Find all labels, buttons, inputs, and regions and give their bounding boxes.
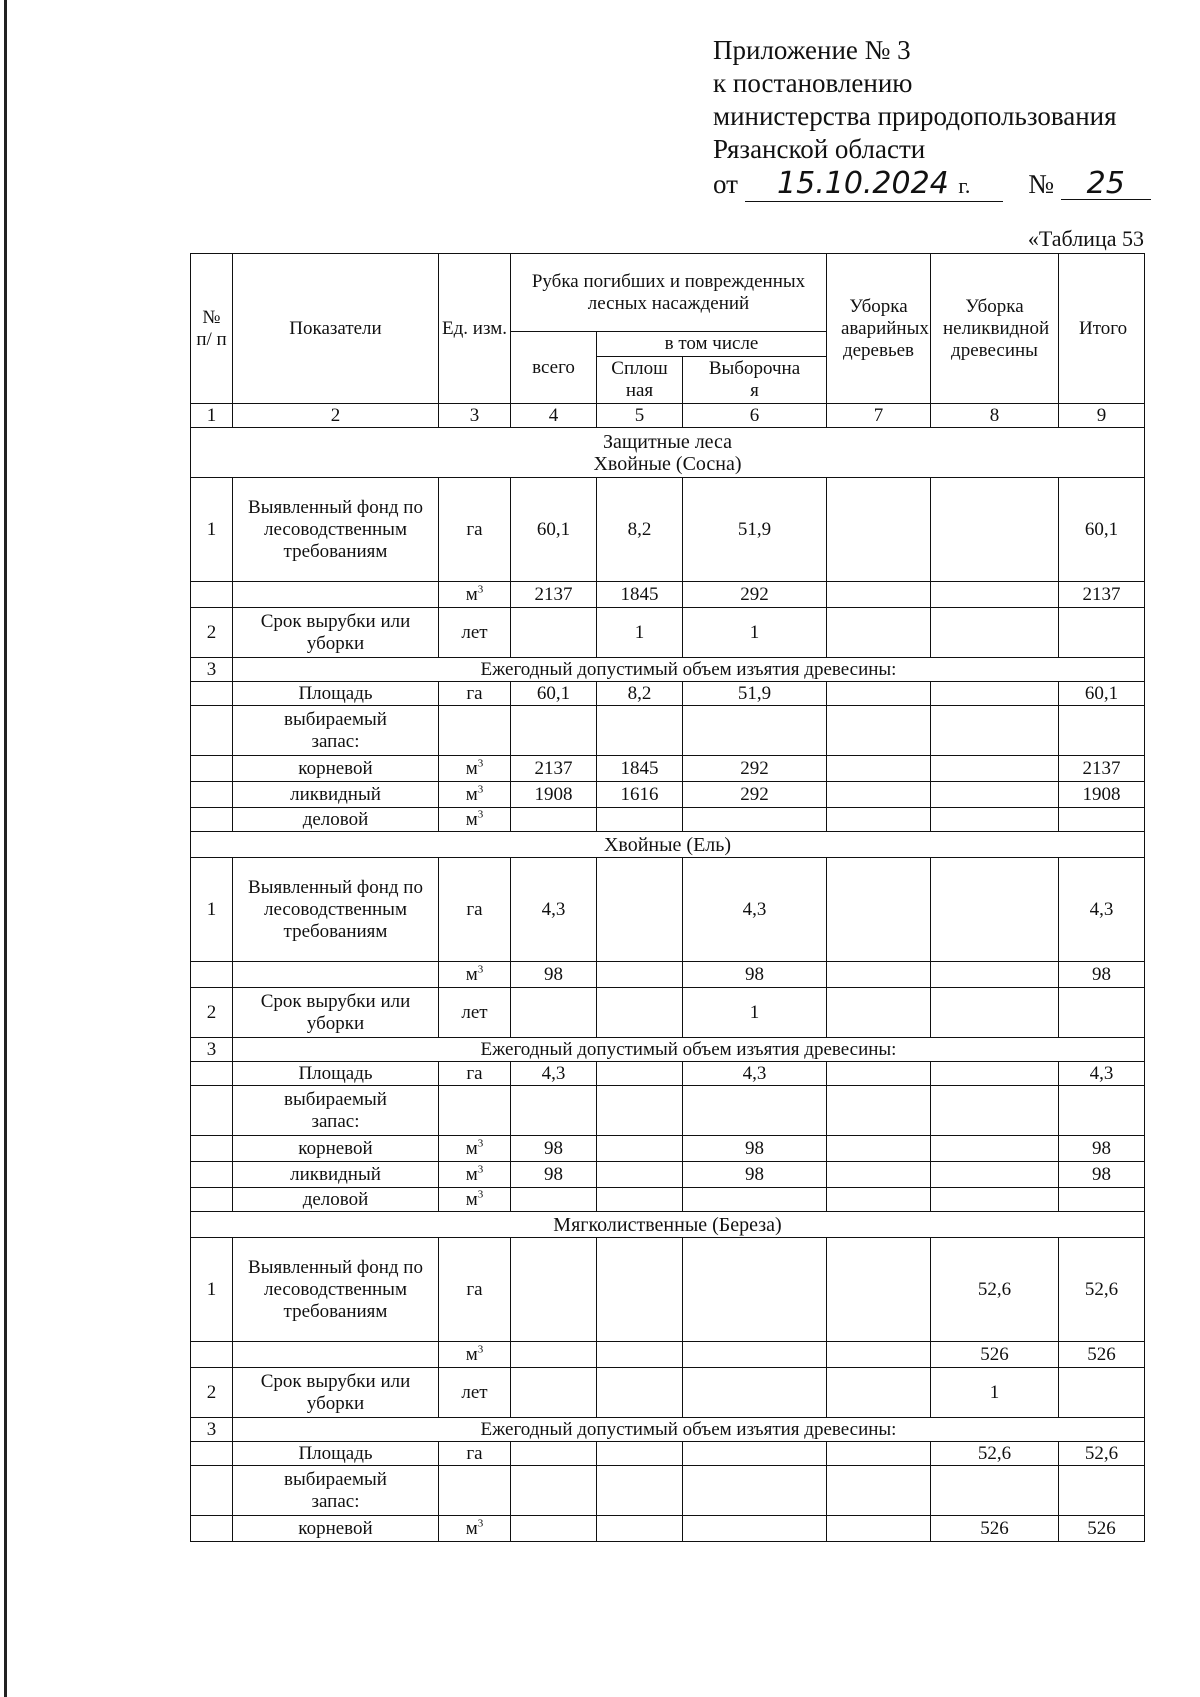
section-subtitle: Хвойные (Сосна) [593,452,742,475]
table-row [191,1086,1145,1136]
row-num [191,962,233,988]
row-unit [439,756,511,782]
cell-selective [683,1516,827,1542]
cell-selective [683,1466,827,1516]
table-row [191,706,1145,756]
row-unit [439,962,511,988]
cell-emergency [827,1188,931,1212]
cell-illiquid [931,478,1059,582]
row-unit: га [439,682,511,706]
cell-illiquid [931,962,1059,988]
cell-itogo [1059,1466,1145,1516]
unit-m: м [465,757,478,779]
row-num [191,1086,233,1136]
cell-emergency [827,1162,931,1188]
row-label: деловой [233,1188,439,1212]
col-number: 9 [1059,404,1145,428]
row-num [191,582,233,608]
handwritten-number: 25 [1061,169,1151,200]
row-label: выбираемый запас: [233,1086,439,1136]
cell-total [511,1086,597,1136]
cell-clear: 1845 [597,582,683,608]
section-heading [191,428,1145,478]
row-label [233,962,439,988]
cell-clear [597,1188,683,1212]
cell-clear [597,1442,683,1466]
row-num [191,1162,233,1188]
row-num [191,1188,233,1212]
row-label: корневой [233,756,439,782]
cell-selective [683,808,827,832]
col-number: 8 [931,404,1059,428]
row-label: ликвидный [233,1162,439,1188]
cell-clear [597,962,683,988]
cell-itogo: 52,6 [1059,1442,1145,1466]
row-unit: га [439,1442,511,1466]
cell-emergency [827,782,931,808]
row-label: Площадь [233,1062,439,1086]
cell-illiquid [931,1086,1059,1136]
cell-selective: 292 [683,582,827,608]
cell-itogo [1059,608,1145,658]
cell-itogo [1059,1368,1145,1418]
number-prefix: № [1028,169,1054,199]
document-header [713,34,1151,202]
row-unit: га [439,478,511,582]
row-unit [439,1466,511,1516]
cell-total: 1908 [511,782,597,808]
row-unit: га [439,1062,511,1086]
table-row [191,1418,1145,1442]
cell-clear [597,1136,683,1162]
cell-illiquid [931,1062,1059,1086]
cell-selective [683,1238,827,1342]
cell-emergency [827,608,931,658]
table-row [191,478,1145,582]
cell-itogo: 4,3 [1059,858,1145,962]
col-header-itogo: Итого [1059,254,1145,404]
table-row [191,1466,1145,1516]
col-header-indicator: Показатели [233,254,439,404]
table-row [191,782,1145,808]
row-num [191,1442,233,1466]
row-unit: лет [439,988,511,1038]
table-row [191,1188,1145,1212]
row-unit [439,1136,511,1162]
row-label [233,1342,439,1368]
col-number: 4 [511,404,597,428]
table-row [191,608,1145,658]
cell-clear [597,706,683,756]
cell-emergency [827,962,931,988]
row-num [191,782,233,808]
scan-edge-line [4,0,7,1697]
row-num [191,706,233,756]
col-header-group: Рубка погибших и поврежденных лесных насаждений [511,254,827,332]
cell-illiquid: 52,6 [931,1238,1059,1342]
cell-emergency [827,1442,931,1466]
row-label: Ежегодный допустимый объем изъятия древесины: [233,1418,1145,1442]
row-unit [439,1162,511,1188]
cell-clear: 8,2 [597,682,683,706]
col-number: 3 [439,404,511,428]
row-num: 1 [191,478,233,582]
row-label: Площадь [233,682,439,706]
cell-clear [597,1466,683,1516]
table-row [191,1442,1145,1466]
column-number-row [191,404,1145,428]
cell-clear [597,1086,683,1136]
cell-emergency [827,1136,931,1162]
row-label: выбираемый запас: [233,1466,439,1516]
row-label: Выявленный фонд по лесоводственным требованиям [233,478,439,582]
cell-emergency [827,756,931,782]
row-num: 3 [191,658,233,682]
row-label: Ежегодный допустимый объем изъятия древесины: [233,658,1145,682]
row-label: Площадь [233,1442,439,1466]
cell-selective: 98 [683,1136,827,1162]
appendix-line2: к постановлению [713,68,913,98]
cell-emergency [827,1516,931,1542]
cell-total [511,1238,597,1342]
cell-total: 4,3 [511,858,597,962]
row-label: Срок вырубки или уборки [233,1368,439,1418]
cell-itogo: 52,6 [1059,1238,1145,1342]
cell-clear [597,1162,683,1188]
cell-itogo [1059,1188,1145,1212]
cell-itogo: 98 [1059,962,1145,988]
cell-total [511,1516,597,1542]
cell-emergency [827,478,931,582]
cell-illiquid: 1 [931,1368,1059,1418]
cell-illiquid [931,858,1059,962]
cell-itogo [1059,706,1145,756]
row-num [191,682,233,706]
cell-emergency [827,1062,931,1086]
section-title: Хвойные (Ель) [191,832,1145,858]
cell-clear [597,808,683,832]
cell-itogo: 526 [1059,1342,1145,1368]
row-num: 3 [191,1038,233,1062]
cell-total [511,1342,597,1368]
row-unit [439,808,511,832]
row-num [191,808,233,832]
row-label: Срок вырубки или уборки [233,608,439,658]
cell-clear [597,988,683,1038]
unit-m: м [465,1517,478,1539]
table-row [191,1038,1145,1062]
table-row [191,658,1145,682]
section-title: Защитные леса [602,430,733,453]
unit-sup: 3 [477,1163,484,1176]
cell-total [511,1466,597,1516]
unit-m: м [465,963,478,985]
row-label: ликвидный [233,782,439,808]
unit-m: м [465,1343,478,1365]
cell-total: 60,1 [511,478,597,582]
table-row [191,1342,1145,1368]
cell-total [511,1442,597,1466]
cell-clear: 1 [597,608,683,658]
row-unit: га [439,858,511,962]
cell-itogo [1059,1086,1145,1136]
col-number: 7 [827,404,931,428]
col-header-illiquid: Уборка неликвидной древесины [931,254,1059,404]
forest-table [190,253,1145,1542]
cell-illiquid: 526 [931,1342,1059,1368]
col-header-clear: Сплошная [597,357,683,404]
cell-total: 98 [511,1162,597,1188]
cell-clear [597,1368,683,1418]
col-header-total: всего [511,332,597,404]
cell-illiquid [931,706,1059,756]
cell-clear: 8,2 [597,478,683,582]
cell-selective: 1 [683,988,827,1038]
cell-total: 98 [511,1136,597,1162]
cell-total: 60,1 [511,682,597,706]
cell-illiquid [931,988,1059,1038]
cell-illiquid [931,608,1059,658]
cell-total [511,608,597,658]
unit-sup: 3 [477,757,484,770]
cell-total [511,1368,597,1418]
cell-selective: 4,3 [683,1062,827,1086]
cell-clear: 1845 [597,756,683,782]
col-number: 6 [683,404,827,428]
cell-itogo: 4,3 [1059,1062,1145,1086]
cell-emergency [827,1342,931,1368]
cell-emergency [827,1368,931,1418]
cell-emergency [827,582,931,608]
row-label: выбираемый запас: [233,706,439,756]
row-label: корневой [233,1136,439,1162]
row-unit [439,706,511,756]
table-row [191,1136,1145,1162]
row-unit: лет [439,1368,511,1418]
cell-illiquid [931,1188,1059,1212]
unit-sup: 3 [477,1343,484,1356]
row-num: 1 [191,1238,233,1342]
unit-sup: 3 [477,583,484,596]
cell-emergency [827,988,931,1038]
table-row [191,1516,1145,1542]
row-unit [439,1516,511,1542]
row-label: корневой [233,1516,439,1542]
col-number: 2 [233,404,439,428]
cell-selective: 1 [683,608,827,658]
table-row [191,756,1145,782]
row-label: Выявленный фонд по лесоводственным требованиям [233,1238,439,1342]
date-value: 15.10.2024 [777,166,949,201]
cell-selective [683,706,827,756]
unit-sup: 3 [477,1517,484,1530]
cell-illiquid [931,1136,1059,1162]
col-number: 1 [191,404,233,428]
col-number: 5 [597,404,683,428]
cell-selective: 98 [683,962,827,988]
row-label: Срок вырубки или уборки [233,988,439,1038]
col-header-num: № п/ п [191,254,233,404]
table-title: «Таблица 53 [1027,226,1144,251]
col-header-subgroup: в том числе [597,332,827,357]
cell-total: 4,3 [511,1062,597,1086]
table-row [191,682,1145,706]
cell-emergency [827,858,931,962]
cell-total: 2137 [511,582,597,608]
cell-illiquid [931,756,1059,782]
unit-m: м [465,1137,478,1159]
section-title: Мягколиственные (Береза) [191,1212,1145,1238]
date-suffix: г. [958,173,971,198]
date-number-line [713,168,1151,202]
unit-sup: 3 [477,1137,484,1150]
cell-selective [683,1442,827,1466]
cell-selective: 51,9 [683,682,827,706]
row-num [191,756,233,782]
cell-clear [597,1238,683,1342]
cell-selective: 4,3 [683,858,827,962]
cell-clear [597,858,683,962]
row-num: 1 [191,858,233,962]
cell-illiquid [931,808,1059,832]
cell-illiquid [931,782,1059,808]
cell-selective: 51,9 [683,478,827,582]
table-row [191,808,1145,832]
row-unit [439,782,511,808]
cell-itogo: 98 [1059,1162,1145,1188]
cell-emergency [827,682,931,706]
unit-sup: 3 [477,963,484,976]
cell-illiquid [931,682,1059,706]
row-num: 2 [191,1368,233,1418]
cell-clear [597,1062,683,1086]
cell-selective [683,1368,827,1418]
unit-m: м [465,1188,478,1210]
row-unit [439,582,511,608]
cell-itogo: 60,1 [1059,478,1145,582]
unit-sup: 3 [477,783,484,796]
row-num: 2 [191,608,233,658]
appendix-title: Приложение № 3 [713,35,911,65]
unit-sup: 3 [477,808,484,821]
cell-itogo: 60,1 [1059,682,1145,706]
row-unit: га [439,1238,511,1342]
cell-selective: 292 [683,756,827,782]
row-unit: лет [439,608,511,658]
cell-itogo [1059,988,1145,1038]
cell-selective [683,1188,827,1212]
cell-selective [683,1086,827,1136]
table-row [191,1368,1145,1418]
row-num [191,1342,233,1368]
cell-itogo: 2137 [1059,582,1145,608]
cell-itogo: 526 [1059,1516,1145,1542]
cell-total [511,706,597,756]
row-num: 3 [191,1418,233,1442]
col-header-selective: Выборочная [683,357,827,404]
table-row [191,962,1145,988]
cell-total [511,1188,597,1212]
cell-emergency [827,706,931,756]
date-prefix: от [713,169,738,199]
row-num [191,1516,233,1542]
cell-itogo [1059,808,1145,832]
cell-illiquid [931,1466,1059,1516]
cell-itogo: 1908 [1059,782,1145,808]
col-header-unit: Ед. изм. [439,254,511,404]
unit-m: м [465,1163,478,1185]
cell-emergency [827,1466,931,1516]
cell-emergency [827,1086,931,1136]
cell-illiquid [931,1162,1059,1188]
row-num [191,1062,233,1086]
appendix-line4: Рязанской области [713,134,926,164]
cell-clear: 1616 [597,782,683,808]
table-row [191,988,1145,1038]
row-num [191,1136,233,1162]
cell-selective: 292 [683,782,827,808]
cell-illiquid [931,582,1059,608]
cell-itogo: 2137 [1059,756,1145,782]
row-label: деловой [233,808,439,832]
unit-m: м [465,783,478,805]
cell-total: 98 [511,962,597,988]
unit-m: м [465,583,478,605]
cell-total [511,988,597,1038]
row-label: Ежегодный допустимый объем изъятия древесины: [233,1038,1145,1062]
handwritten-date [745,166,1003,202]
row-label [233,582,439,608]
cell-selective [683,1342,827,1368]
row-num [191,1466,233,1516]
cell-clear [597,1342,683,1368]
unit-m: м [465,808,478,830]
cell-clear [597,1516,683,1542]
cell-itogo: 98 [1059,1136,1145,1162]
cell-selective: 98 [683,1162,827,1188]
cell-total: 2137 [511,756,597,782]
unit-sup: 3 [477,1188,484,1201]
row-unit [439,1086,511,1136]
cell-illiquid: 52,6 [931,1442,1059,1466]
row-label: Выявленный фонд по лесоводственным требованиям [233,858,439,962]
table-row [191,858,1145,962]
row-num: 2 [191,988,233,1038]
row-unit [439,1188,511,1212]
table-row [191,1238,1145,1342]
table-row [191,1162,1145,1188]
table-row [191,1062,1145,1086]
table-row [191,582,1145,608]
col-header-emergency: Уборка аварийных деревьев [827,254,931,404]
row-unit [439,1342,511,1368]
cell-illiquid: 526 [931,1516,1059,1542]
cell-total [511,808,597,832]
cell-emergency [827,808,931,832]
appendix-line3: министерства природопользования [713,101,1117,131]
cell-emergency [827,1238,931,1342]
